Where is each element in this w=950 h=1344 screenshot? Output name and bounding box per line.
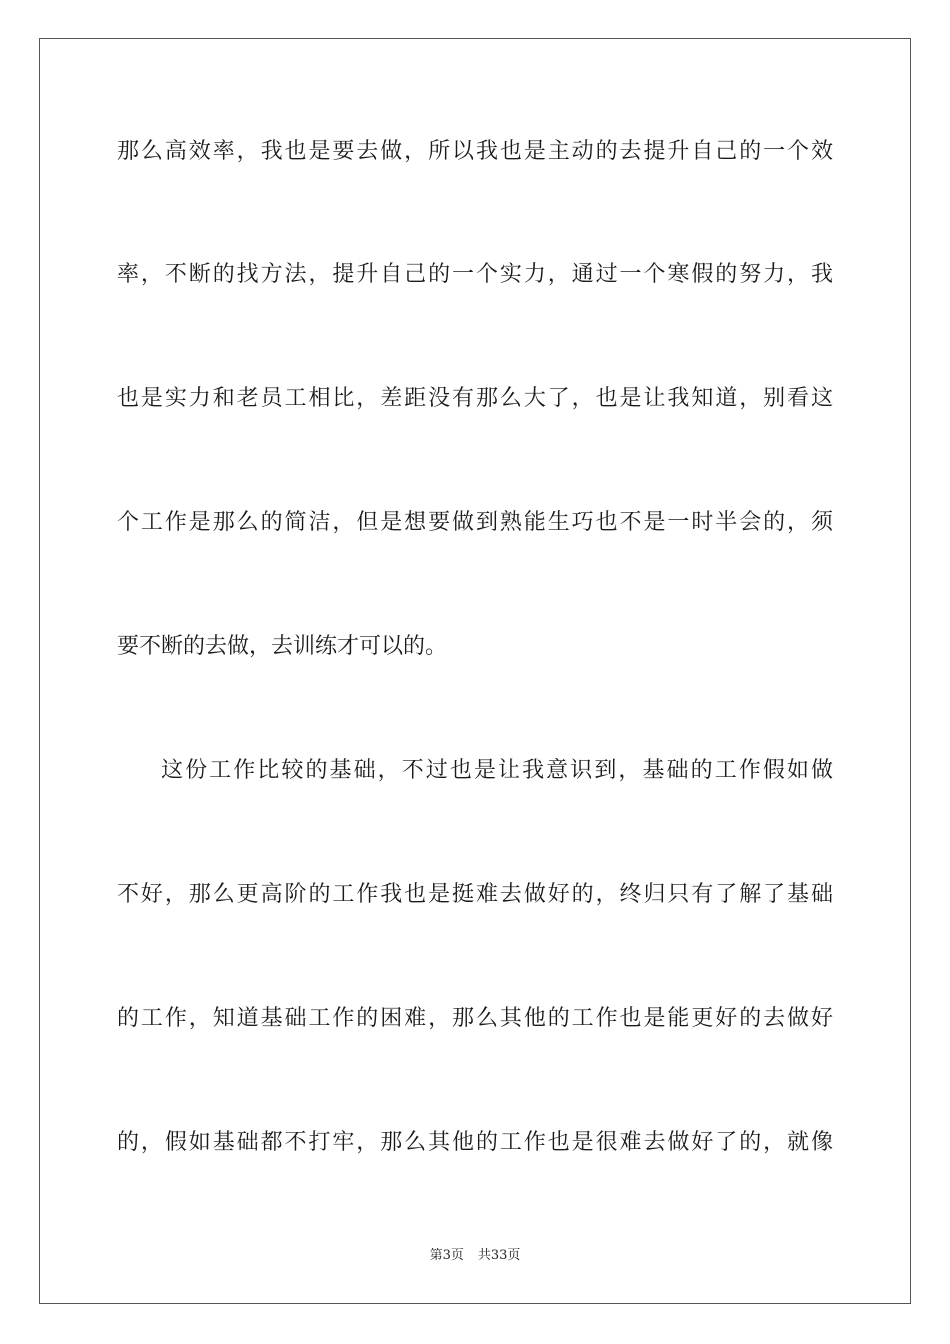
text-line: 的，假如基础都不打牢，那么其他的工作也是很难去做好了的，就像 (117, 1130, 833, 1155)
text-line: 也是实力和老员工相比，差距没有那么大了，也是让我知道，别看这 (117, 386, 833, 411)
text-line: 要不断的去做，去训练才可以的。 (117, 634, 448, 659)
page-number: 第3页 (429, 1248, 464, 1263)
text-line: 个工作是那么的简洁，但是想要做到熟能生巧也不是一时半会的，须 (117, 510, 833, 535)
page-total: 共33页 (477, 1248, 521, 1263)
text-line: 那么高效率，我也是要去做，所以我也是主动的去提升自己的一个效 (117, 139, 833, 164)
text-line: 不好，那么更高阶的工作我也是挺难去做好的，终归只有了解了基础 (117, 882, 833, 907)
text-line: 率，不断的找方法，提升自己的一个实力，通过一个寒假的努力，我 (117, 262, 833, 287)
page-footer (0, 1247, 950, 1265)
page-border (39, 38, 911, 1304)
paragraph-first-line: 这份工作比较的基础，不过也是让我意识到，基础的工作假如做 (161, 758, 833, 783)
text-line: 的工作，知道基础工作的困难，那么其他的工作也是能更好的去做好 (117, 1006, 833, 1031)
